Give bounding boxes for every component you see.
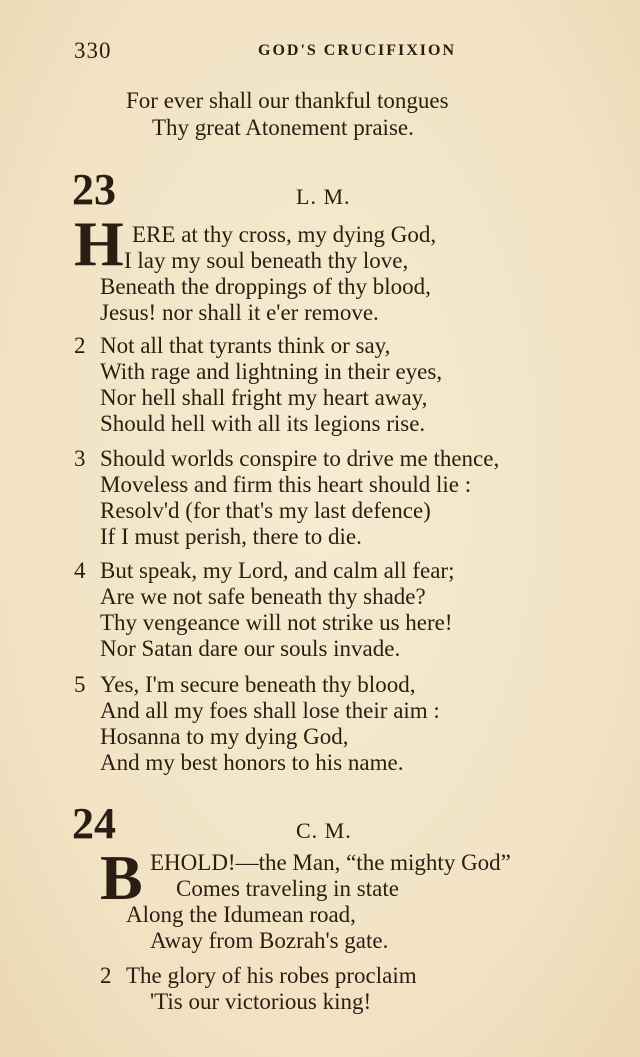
hymn-23-verse-2-line-1: Not all that tyrants think or say, [100, 333, 391, 358]
hymn-24-verse-2-line-2: 'Tis our victorious king! [150, 989, 372, 1014]
hymn-23-verse-5-line-1: Yes, I'm secure beneath thy blood, [100, 672, 416, 697]
hymn-23-verse-2-number: 2 [74, 333, 86, 358]
hymn-23-verse-3-line-4: If I must perish, there to die. [100, 524, 362, 549]
hymn-23-verse-1-line-1: ERE at thy cross, my dying God, [132, 222, 437, 247]
hymn-23-meter: L. M. [296, 184, 351, 209]
hymn-24-verse-1-line-4: Away from Bozrah's gate. [150, 928, 389, 953]
hymn-24-verse-2-line-1: The glory of his robes proclaim [126, 963, 417, 988]
hymn-23-verse-5-number: 5 [74, 672, 86, 697]
hymn-24-number: 24 [72, 799, 116, 848]
hymn-23-verse-3-number: 3 [74, 446, 86, 471]
hymn-23-number: 23 [72, 165, 116, 214]
hymn-23-verse-5-line-4: And my best honors to his name. [100, 750, 404, 775]
hymn-24-verse-1-line-3: Along the Idumean road, [126, 902, 356, 927]
hymn-23-verse-4-line-1: But speak, my Lord, and calm all fear; [100, 558, 455, 583]
hymn-23-verse-2-line-2: With rage and lightning in their eyes, [100, 359, 443, 384]
page-number: 330 [74, 38, 112, 63]
hymn-23-verse-4-line-2: Are we not safe beneath thy shade? [100, 584, 426, 609]
hymn-24-verse-1-line-2: Comes traveling in state [176, 876, 399, 901]
hymn-23-verse-1-line-3: Beneath the droppings of thy blood, [100, 274, 431, 299]
hymn-23-verse-3-line-3: Resolv'd (for that's my last defence) [100, 498, 431, 523]
hymn-23-verse-3-line-1: Should worlds conspire to drive me thence, [100, 446, 500, 471]
hymn-23-verse-4-number: 4 [74, 558, 86, 583]
hymn-23-verse-5-line-3: Hosanna to my dying God, [100, 724, 349, 749]
hymn-23-verse-2-line-4: Should hell with all its legions rise. [100, 411, 426, 436]
preceding-line-1: For ever shall our thankful tongues [126, 88, 449, 113]
hymn-24-verse-1-line-1: EHOLD!—the Man, “the mighty God” [150, 850, 511, 875]
page-header [0, 38, 640, 68]
hymn-23-verse-4-line-4: Nor Satan dare our souls invade. [100, 636, 401, 661]
hymn-23-verse-2-line-3: Nor hell shall fright my heart away, [100, 385, 428, 410]
hymn-23-verse-1-line-4: Jesus! nor shall it e'er remove. [100, 300, 379, 325]
hymn-24-verse-2-number: 2 [100, 963, 112, 988]
hymn-24-dropcap: B [100, 842, 143, 913]
running-head: GOD'S CRUCIFIXION [258, 42, 457, 59]
preceding-line-2: Thy great Atonement praise. [152, 115, 414, 140]
hymn-23-verse-1-line-2: I lay my soul beneath thy love, [124, 248, 409, 273]
hymn-24-meter: C. M. [296, 818, 352, 843]
hymn-23-verse-4-line-3: Thy vengeance will not strike us here! [100, 610, 453, 635]
hymn-23-verse-5-line-2: And all my foes shall lose their aim : [100, 698, 440, 723]
hymn-23-verse-3-line-2: Moveless and firm this heart should lie : [100, 472, 472, 497]
hymn-23-dropcap: H [74, 208, 124, 279]
